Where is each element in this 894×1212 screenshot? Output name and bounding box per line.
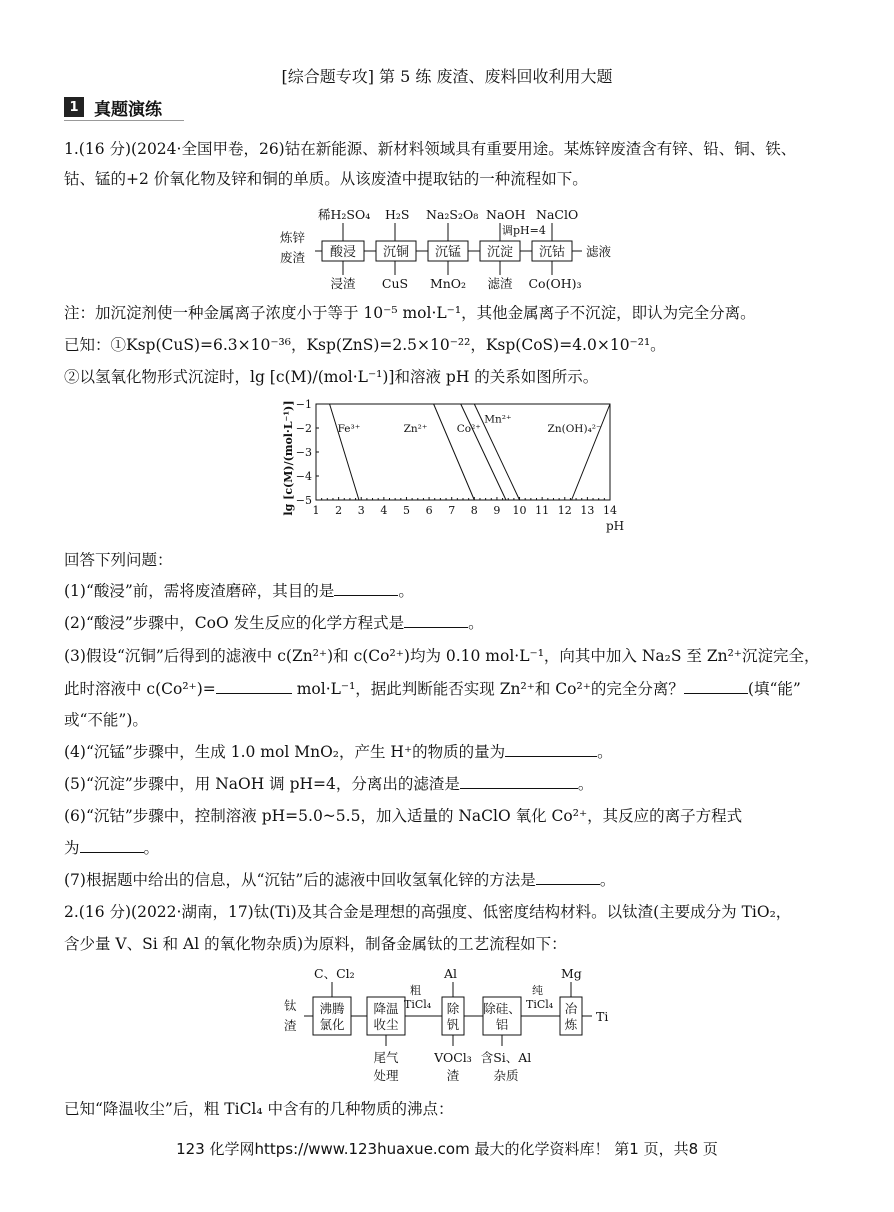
chart-xtick-label: 12 xyxy=(557,504,572,517)
q1-sub6-end: 。 xyxy=(143,839,160,857)
q1-known-2: ②以氢氧化物形式沉淀时，lg [c(M)/(mol·L⁻¹)]和溶液 pH 的关系如图所示。 xyxy=(64,368,599,386)
q2-step-3b: 钒 xyxy=(446,1017,460,1032)
q2-step-5b: 炼 xyxy=(564,1017,578,1032)
chart-series-line xyxy=(572,404,610,500)
section-label: 真题演练 xyxy=(94,99,162,120)
q2-known: 已知“降温收尘”后，粗 TiCl₄ 中含有的几种物质的沸点： xyxy=(64,1100,454,1118)
q1-sub3-blank-1[interactable] xyxy=(216,675,292,694)
q1-step-1: 酸浸 xyxy=(329,245,357,260)
q1-step-3: 沉锰 xyxy=(434,245,462,260)
chart-series-label: Co²⁺ xyxy=(456,423,481,435)
q2-step-5a: 冶 xyxy=(564,1001,578,1016)
q1-sub1 xyxy=(64,576,844,606)
q1-sub3-text-2: mol·L⁻¹，据此判断能否实现 Zn²⁺和 Co²⁺的完全分离？ xyxy=(291,680,684,698)
q1-sub1-text: (1)“酸浸”前，需将废渣磨碎，其目的是 xyxy=(64,582,335,600)
q1-sub3-text-1: 此时溶液中 c(Co²⁺)= xyxy=(64,680,216,698)
q1-sub1-end: 。 xyxy=(398,582,414,600)
q1-flow-reagent-2: H₂S xyxy=(385,207,410,222)
q2-flow-input-1: 钛 xyxy=(284,998,297,1013)
chart-series-line xyxy=(330,404,359,500)
q1-sub3-text-3: (填“能” xyxy=(747,680,801,698)
q1-sub4-end: 。 xyxy=(597,743,613,761)
chart-ylabel: lg [c(M)/(mol·L⁻¹)] xyxy=(282,400,295,516)
q1-sub6-blank[interactable] xyxy=(80,834,144,853)
q1-flow-reagent-1: 稀H₂SO₄ xyxy=(318,207,371,222)
chart-series-label: Zn²⁺ xyxy=(403,423,428,435)
q1-output-1: 浸渣 xyxy=(330,276,356,291)
q2-mid-1: 粗 xyxy=(410,984,421,997)
chart-series-labels xyxy=(338,413,602,435)
q2-flow-diagram xyxy=(270,962,630,1090)
q1-sub4-text: (4)“沉锰”步骤中，生成 1.0 mol MnO₂，产生 H⁺的物质的量为 xyxy=(64,743,506,761)
q1-sub2 xyxy=(64,608,844,638)
q1-sub5-end: 。 xyxy=(577,775,594,793)
q2-step-1a: 沸腾 xyxy=(319,1001,345,1016)
q1-sub1-blank[interactable] xyxy=(334,577,398,596)
chart-xtick-label: 7 xyxy=(448,504,456,517)
q2-mid-3: 纯 xyxy=(532,984,543,997)
chart-xtick-label: 3 xyxy=(357,504,365,517)
q1-step-2: 沉铜 xyxy=(382,245,410,260)
q1-sub7-end: 。 xyxy=(599,871,616,889)
q1-flow-reagent-4: NaOH xyxy=(486,207,526,222)
q2-mid-4: TiCl₄ xyxy=(526,998,554,1011)
q1-flow-reagent-3: Na₂S₂O₈ xyxy=(426,207,479,222)
q2-output-1a: 尾气 xyxy=(373,1050,399,1065)
page-title: [综合题专攻] 第 5 练 废渣、废料回收利用大题 xyxy=(281,67,613,86)
chart-xtick-label: 14 xyxy=(603,504,617,517)
q1-intro-2: 钴、锰的+2 价氧化物及锌和铜的单质。从该废渣中提取钴的一种流程如下。 xyxy=(64,170,588,188)
q1-output-2: CuS xyxy=(381,276,409,291)
q1-step-5: 沉钴 xyxy=(538,245,566,260)
chart-series-lines xyxy=(330,404,610,500)
q1-note: 注：加沉淀剂使一种金属离子浓度小于等于 10⁻⁵ mol·L⁻¹，其他金属离子不沉淀，即认为完全分离。 xyxy=(64,304,756,322)
q2-intro-2: 含少量 V、Si 和 Al 的氧化物杂质)为原料，制备金属钛的工艺流程如下： xyxy=(64,935,567,953)
q1-sub4 xyxy=(64,737,844,767)
q1-output-3: MnO₂ xyxy=(429,276,467,291)
chart-ytick-label: −3 xyxy=(295,446,312,459)
page-footer: 123 化学网https://www.123huaxue.com 最大的化学资料库！ 第1 页，共8 页 xyxy=(176,1140,718,1158)
q2-step-1b: 氯化 xyxy=(319,1017,345,1032)
chart-series-line xyxy=(434,404,475,500)
q1-flow-input-1: 炼锌 xyxy=(280,230,306,245)
q1-sub3-b xyxy=(64,674,844,704)
q1-step-4: 沉淀 xyxy=(486,245,514,260)
chart-xtick-label: 10 xyxy=(512,504,527,517)
chart-xtick-label: 6 xyxy=(425,504,433,517)
q1-sub6-a: (6)“沉钴”步骤中，控制溶液 pH=5.0~5.5，加入适量的 NaClO 氧化 Co²⁺，其反应的离子方程式 xyxy=(64,807,743,825)
q1-output-4: 滤渣 xyxy=(487,276,513,291)
q1-sub2-end: 。 xyxy=(468,614,484,632)
q2-intro-1: 2.(16 分)(2022·湖南，17)钛(Ti)及其合金是理想的高强度、低密度结构材料。以钛渣(主要成分为 TiO₂， xyxy=(64,903,792,921)
q1-ph-chart xyxy=(270,396,630,536)
q1-sub7-blank[interactable] xyxy=(536,866,600,885)
q2-reagent-3: Mg xyxy=(561,966,582,981)
q2-step-4b: 铝 xyxy=(495,1017,509,1032)
chart-ytick-label: −4 xyxy=(295,470,312,483)
chart-xtick-label: 8 xyxy=(470,504,478,517)
q2-step-3a: 除 xyxy=(446,1001,460,1016)
chart-xtick-label: 4 xyxy=(380,504,388,517)
section-number: 1 xyxy=(64,97,84,117)
q2-flow-input-2: 渣 xyxy=(284,1018,297,1033)
q1-known-1: 已知：①Ksp(CuS)=6.3×10⁻³⁶，Ksp(ZnS)=2.5×10⁻²²，Ksp(CoS)=4.0×10⁻²¹。 xyxy=(64,336,666,354)
q1-flow-diagram xyxy=(270,205,650,297)
q2-reagent-1: C、Cl₂ xyxy=(314,966,355,981)
q2-output-3b: 杂质 xyxy=(493,1068,519,1083)
section-underline xyxy=(64,120,184,121)
q1-output-5: Co(OH)₃ xyxy=(528,276,582,291)
q2-output-3a: 含Si、Al xyxy=(480,1050,532,1065)
q1-flow-input-2: 废渣 xyxy=(280,250,306,265)
chart-series-label: Mn²⁺ xyxy=(484,413,512,426)
chart-xtick-label: 9 xyxy=(493,504,501,517)
q1-flow-reagent-5: NaClO xyxy=(536,207,579,222)
chart-xtick-label: 5 xyxy=(402,504,410,517)
chart-ytick-label: −5 xyxy=(295,494,312,507)
q1-sub5 xyxy=(64,769,844,799)
q2-output-2b: 渣 xyxy=(446,1068,460,1083)
q2-step-2b: 收尘 xyxy=(373,1017,399,1032)
chart-xtick-label: 11 xyxy=(535,504,550,517)
q1-sub5-text: (5)“沉淀”步骤中，用 NaOH 调 pH=4，分离出的滤渣是 xyxy=(64,775,460,793)
chart-xlabel: pH xyxy=(606,519,625,533)
q2-output-1b: 处理 xyxy=(373,1068,399,1083)
q2-output-2a: VOCl₃ xyxy=(434,1050,472,1065)
q1-sub7-text: (7)根据题中给出的信息，从“沉钴”后的滤液中回收氢氧化锌的方法是 xyxy=(64,871,536,889)
chart-xtick-label: 2 xyxy=(335,504,343,517)
q1-prompt: 回答下列问题： xyxy=(64,551,173,569)
q1-sub2-blank[interactable] xyxy=(404,609,468,628)
q1-intro-1: 1.(16 分)(2024·全国甲卷，26)钴在新能源、新材料领域具有重要用途。某炼锌废渣含有锌、铅、铜、铁、 xyxy=(64,140,797,158)
chart-xtick-label: 1 xyxy=(312,504,320,517)
q2-flow-final: Ti xyxy=(596,1009,609,1024)
q2-mid-2: TiCl₄ xyxy=(404,998,432,1011)
chart-ytick-label: −2 xyxy=(295,422,312,435)
chart-series-label: Fe³⁺ xyxy=(337,423,361,435)
chart-ytick-label: −1 xyxy=(295,398,312,411)
q1-sub3-a: (3)假设“沉铜”后得到的滤液中 c(Zn²⁺)和 c(Co²⁺)均为 0.10 mol·L⁻¹，向其中加入 Na₂S 至 Zn²⁺沉淀完全， xyxy=(64,647,820,665)
chart-xtick-label: 13 xyxy=(580,504,595,517)
q1-sub2-text: (2)“酸浸”步骤中，CoO 发生反应的化学方程式是 xyxy=(64,614,405,632)
q1-sub6-text: 为 xyxy=(64,839,80,857)
q1-sub3-blank-2[interactable] xyxy=(684,675,748,694)
q2-step-2a: 降温 xyxy=(373,1001,399,1016)
q2-step-4a: 除硅、 xyxy=(483,1001,521,1016)
q1-sub7 xyxy=(64,865,844,895)
q1-flow-reagent-note: 调pH=4 xyxy=(502,224,546,237)
q1-sub5-blank[interactable] xyxy=(460,770,578,789)
q2-reagent-2: Al xyxy=(444,966,458,981)
q1-sub6-b xyxy=(64,833,844,863)
q1-sub3-c: 或“不能”)。 xyxy=(64,711,148,729)
section-header xyxy=(64,94,162,120)
chart-plot-border xyxy=(316,404,610,500)
chart-series-label: Zn(OH)₄²⁻ xyxy=(547,423,602,435)
q1-flow-final: 滤液 xyxy=(586,244,612,259)
q1-sub4-blank[interactable] xyxy=(505,738,597,757)
